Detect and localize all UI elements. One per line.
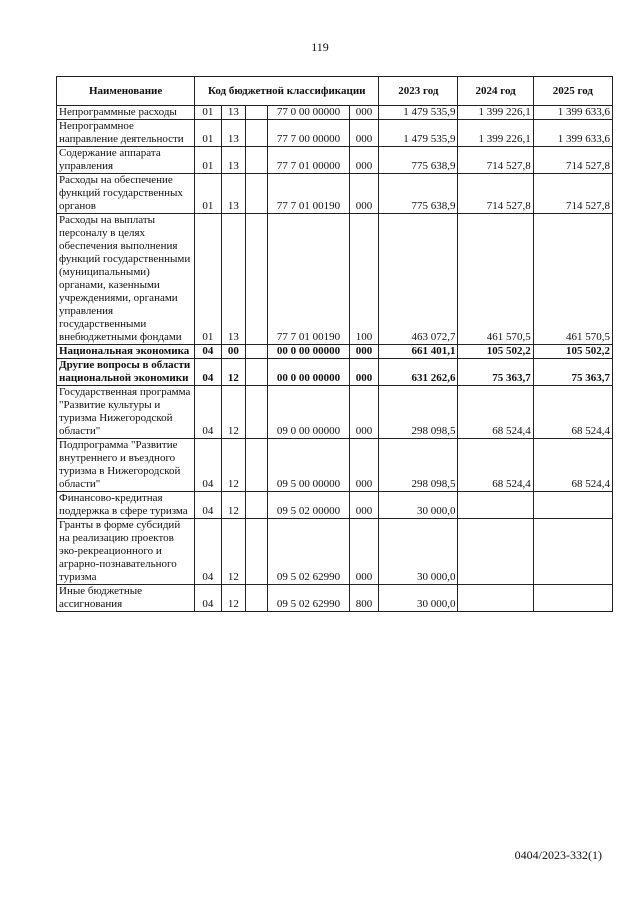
row-value-2023: 661 401,1 <box>379 345 458 359</box>
row-subsection-code: 13 <box>221 106 245 120</box>
row-section-code: 04 <box>195 345 221 359</box>
table-row <box>57 386 613 439</box>
row-section-code: 01 <box>195 147 221 174</box>
row-value-2025: 68 524,4 <box>533 386 612 439</box>
row-name: Непрограммное направление деятельности <box>57 120 195 147</box>
row-section-code: 04 <box>195 386 221 439</box>
table-row <box>57 147 613 174</box>
row-value-2024: 1 399 226,1 <box>458 106 533 120</box>
table-row <box>57 214 613 345</box>
row-name: Непрограммные расходы <box>57 106 195 120</box>
row-expense-type-code: 000 <box>349 120 379 147</box>
row-target-article-code: 00 0 00 00000 <box>268 359 349 386</box>
row-subsection-code: 13 <box>221 147 245 174</box>
row-name: Расходы на обеспечение функций государственных органов <box>57 174 195 214</box>
row-value-2023: 631 262,6 <box>379 359 458 386</box>
row-blank-cell <box>246 345 268 359</box>
row-target-article-code: 09 0 00 00000 <box>268 386 349 439</box>
row-subsection-code: 12 <box>221 359 245 386</box>
table-row <box>57 120 613 147</box>
row-target-article-code: 09 5 02 00000 <box>268 492 349 519</box>
row-value-2025: 461 570,5 <box>533 214 612 345</box>
row-value-2023: 298 098,5 <box>379 386 458 439</box>
table-header-row <box>57 77 613 106</box>
row-blank-cell <box>246 106 268 120</box>
table-row <box>57 174 613 214</box>
row-name: Иные бюджетные ассигнования <box>57 585 195 612</box>
row-blank-cell <box>246 120 268 147</box>
row-target-article-code: 09 5 00 00000 <box>268 439 349 492</box>
table-row <box>57 106 613 120</box>
row-expense-type-code: 000 <box>349 174 379 214</box>
row-value-2024 <box>458 492 533 519</box>
row-value-2024 <box>458 519 533 585</box>
row-expense-type-code: 000 <box>349 492 379 519</box>
row-value-2024: 68 524,4 <box>458 386 533 439</box>
row-expense-type-code: 000 <box>349 359 379 386</box>
row-expense-type-code: 100 <box>349 214 379 345</box>
row-section-code: 04 <box>195 519 221 585</box>
row-section-code: 04 <box>195 359 221 386</box>
row-value-2023: 1 479 535,9 <box>379 106 458 120</box>
row-blank-cell <box>246 214 268 345</box>
row-expense-type-code: 000 <box>349 439 379 492</box>
row-blank-cell <box>246 492 268 519</box>
row-blank-cell <box>246 147 268 174</box>
row-value-2023: 30 000,0 <box>379 492 458 519</box>
row-value-2024: 105 502,2 <box>458 345 533 359</box>
row-name: Содержание аппарата управления <box>57 147 195 174</box>
column-header-code: Код бюджетной классификации <box>195 77 379 106</box>
row-subsection-code: 00 <box>221 345 245 359</box>
row-subsection-code: 12 <box>221 439 245 492</box>
row-value-2024: 1 399 226,1 <box>458 120 533 147</box>
row-section-code: 01 <box>195 106 221 120</box>
row-subsection-code: 13 <box>221 120 245 147</box>
row-section-code: 01 <box>195 120 221 147</box>
budget-table <box>56 76 613 612</box>
row-target-article-code: 77 7 01 00190 <box>268 174 349 214</box>
row-blank-cell <box>246 585 268 612</box>
row-expense-type-code: 000 <box>349 519 379 585</box>
row-blank-cell <box>246 519 268 585</box>
row-target-article-code: 77 0 00 00000 <box>268 106 349 120</box>
row-value-2025 <box>533 492 612 519</box>
row-name: Гранты в форме субсидий на реализацию проектов эко-рекреационного и аграрно-познавательного туризма <box>57 519 195 585</box>
column-header-2024: 2024 год <box>458 77 533 106</box>
row-value-2025 <box>533 519 612 585</box>
row-value-2025 <box>533 585 612 612</box>
row-blank-cell <box>246 174 268 214</box>
row-value-2024: 714 527,8 <box>458 174 533 214</box>
row-value-2023: 1 479 535,9 <box>379 120 458 147</box>
row-value-2024: 461 570,5 <box>458 214 533 345</box>
row-value-2025: 1 399 633,6 <box>533 106 612 120</box>
table-row <box>57 359 613 386</box>
row-subsection-code: 13 <box>221 174 245 214</box>
page-number: 119 <box>311 40 329 54</box>
column-header-2025: 2025 год <box>533 77 612 106</box>
table-row <box>57 585 613 612</box>
row-value-2024 <box>458 585 533 612</box>
row-name: Национальная экономика <box>57 345 195 359</box>
row-subsection-code: 12 <box>221 386 245 439</box>
row-value-2025: 714 527,8 <box>533 174 612 214</box>
row-subsection-code: 12 <box>221 585 245 612</box>
row-name: Финансово-кредитная поддержка в сфере туризма <box>57 492 195 519</box>
row-name: Подпрограмма "Развитие внутреннего и въездного туризма в Нижегородской области" <box>57 439 195 492</box>
row-value-2025: 105 502,2 <box>533 345 612 359</box>
row-value-2025: 1 399 633,6 <box>533 120 612 147</box>
table-body <box>57 106 613 612</box>
row-target-article-code: 77 7 00 00000 <box>268 120 349 147</box>
row-value-2023: 775 638,9 <box>379 147 458 174</box>
row-expense-type-code: 000 <box>349 345 379 359</box>
row-subsection-code: 12 <box>221 492 245 519</box>
row-section-code: 04 <box>195 585 221 612</box>
row-name: Другие вопросы в области национальной экономики <box>57 359 195 386</box>
row-expense-type-code: 000 <box>349 147 379 174</box>
row-section-code: 04 <box>195 492 221 519</box>
row-name: Расходы на выплаты персоналу в целях обеспечения выполнения функций государственными (муниципальными) органами, казенными учреждениями, органами управления государственными внебюджетными фондами <box>57 214 195 345</box>
row-target-article-code: 00 0 00 00000 <box>268 345 349 359</box>
row-target-article-code: 77 7 01 00000 <box>268 147 349 174</box>
row-blank-cell <box>246 386 268 439</box>
row-target-article-code: 77 7 01 00190 <box>268 214 349 345</box>
row-target-article-code: 09 5 02 62990 <box>268 519 349 585</box>
row-section-code: 01 <box>195 214 221 345</box>
row-section-code: 04 <box>195 439 221 492</box>
row-value-2025: 68 524,4 <box>533 439 612 492</box>
table-row <box>57 492 613 519</box>
row-expense-type-code: 800 <box>349 585 379 612</box>
row-value-2024: 714 527,8 <box>458 147 533 174</box>
row-subsection-code: 13 <box>221 214 245 345</box>
column-header-name: Наименование <box>57 77 195 106</box>
row-value-2025: 714 527,8 <box>533 147 612 174</box>
row-blank-cell <box>246 359 268 386</box>
row-expense-type-code: 000 <box>349 386 379 439</box>
row-value-2023: 298 098,5 <box>379 439 458 492</box>
row-expense-type-code: 000 <box>349 106 379 120</box>
document-code: 0404/2023-332(1) <box>514 848 602 862</box>
row-value-2024: 75 363,7 <box>458 359 533 386</box>
row-value-2023: 30 000,0 <box>379 519 458 585</box>
table-row <box>57 519 613 585</box>
row-value-2023: 30 000,0 <box>379 585 458 612</box>
row-value-2023: 463 072,7 <box>379 214 458 345</box>
row-target-article-code: 09 5 02 62990 <box>268 585 349 612</box>
row-subsection-code: 12 <box>221 519 245 585</box>
row-blank-cell <box>246 439 268 492</box>
row-value-2024: 68 524,4 <box>458 439 533 492</box>
table-row <box>57 439 613 492</box>
table-row <box>57 345 613 359</box>
row-value-2023: 775 638,9 <box>379 174 458 214</box>
row-name: Государственная программа "Развитие культуры и туризма Нижегородской области" <box>57 386 195 439</box>
row-section-code: 01 <box>195 174 221 214</box>
column-header-2023: 2023 год <box>379 77 458 106</box>
row-value-2025: 75 363,7 <box>533 359 612 386</box>
